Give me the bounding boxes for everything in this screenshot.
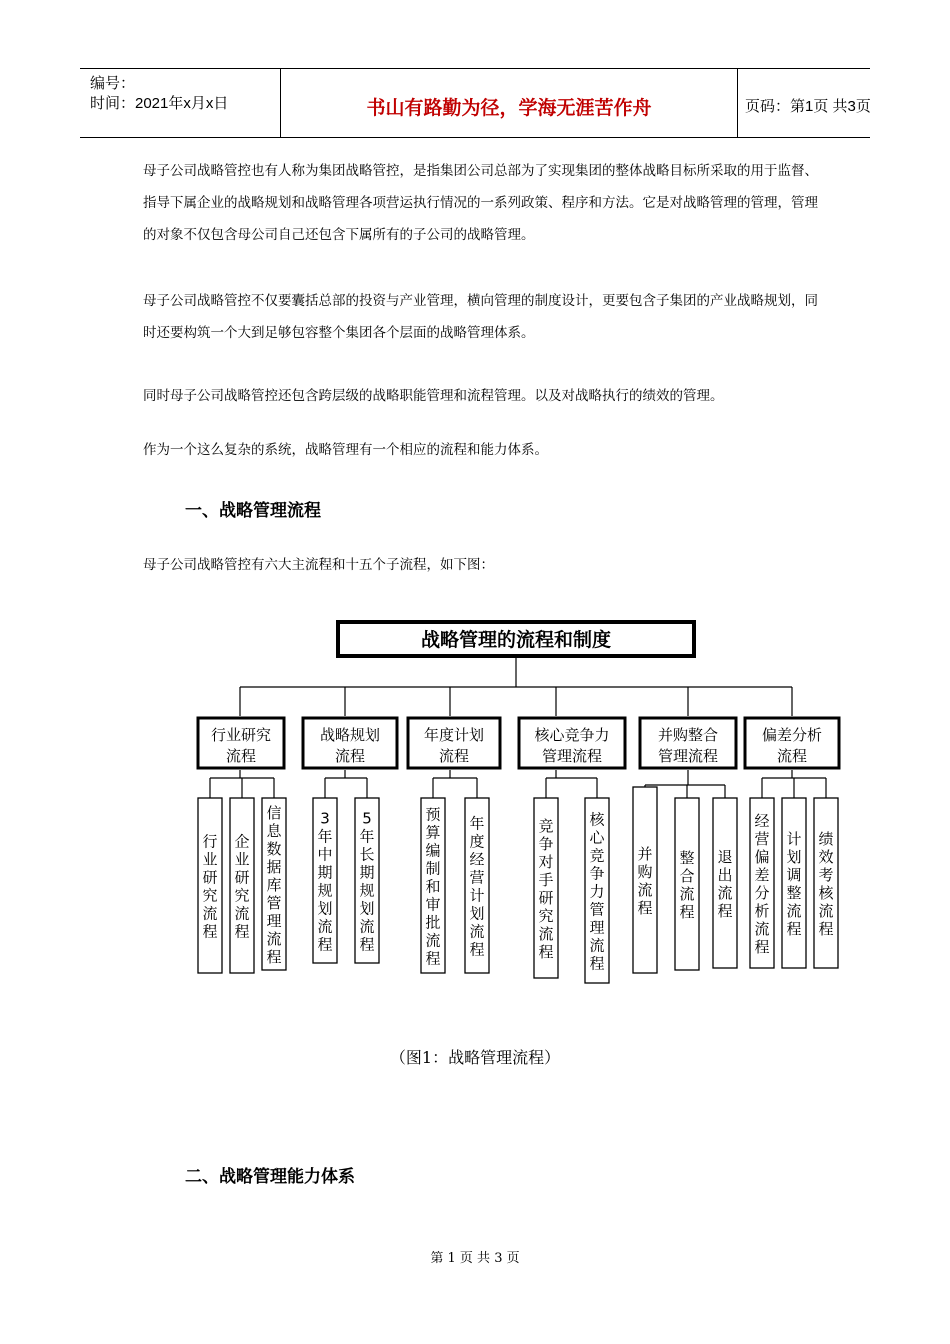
sub-process-label: 竞争对手研究流程 [538,816,554,961]
process-group-label: 流程 [334,747,366,765]
process-diagram [180,612,860,987]
sub-process-label: 5 年长期规划流程 [359,809,375,954]
process-group-label: 偏差分析 [761,726,823,744]
sub-process-label: 信息数据库管理流程 [266,803,282,966]
process-group-label: 年度计划 [423,726,485,744]
date-label: 时间：2021年x月x日 [90,95,229,112]
sub-process-label: 企业研究流程 [234,832,250,941]
page-code: 页码：第1页 共3页 [745,98,871,115]
motto: 书山有路勤为径，学海无涯苦作舟 [366,97,652,119]
process-group-label: 核心竞争力 [534,726,610,744]
process-group-label: 战略规划 [319,726,381,744]
paragraph-2: 母子公司战略管控不仅要囊括总部的投资与产业管理，横向管理的制度设计，更要包含子集团的产业战略规划，同时还要构筑一个大到足够包容整个集团各个层面的战略管理体系。 [143,293,818,341]
header-left-cell [80,69,280,137]
figure-caption: （图1：战略管理流程） [389,1048,561,1067]
sub-process-label: 经营偏差分析流程 [754,811,770,956]
paragraph-4: 作为一个这么复杂的系统，战略管理有一个相应的流程和能力体系。 [143,442,548,458]
sub-process-label: 年度经营计划流程 [469,814,485,959]
section-1-intro: 母子公司战略管控有六大主流程和十五个子流程，如下图： [143,557,494,573]
sub-process-label: 绩效考核流程 [818,829,834,938]
process-group-label: 管理流程 [657,747,719,765]
process-group-label: 行业研究 [210,726,272,744]
process-group-label: 流程 [438,747,470,765]
sub-process-label: 核心竞争力管理流程 [589,810,605,973]
header-table [80,68,870,138]
sub-process-label: 退出流程 [717,847,733,920]
section-2-heading: 二、战略管理能力体系 [185,1167,355,1187]
process-group-label: 管理流程 [541,747,603,765]
process-group-label: 流程 [225,747,257,765]
sub-process-label: 预算编制和审批流程 [425,805,441,968]
sub-process-label: 3 年中期规划流程 [317,809,333,954]
code-label: 编号： [90,75,136,92]
page-footer: 第 1 页 共 3 页 [430,1251,520,1266]
section-1-heading: 一、战略管理流程 [185,501,321,521]
paragraph-1: 母子公司战略管控也有人称为集团战略管控，是指集团公司总部为了实现集团的整体战略目标所采取的用于监督、指导下属企业的战略规划和战略管理各项营运执行情况的一系列政策、程序和方法。它是对战略管理的管理，管理的对象不仅包含母公司自己还包含下属所有的子公司的战略管理。 [143,163,818,243]
process-group-label: 流程 [776,747,808,765]
paragraph-3: 同时母子公司战略管控还包含跨层级的战略职能管理和流程管理。以及对战略执行的绩效的管理。 [143,388,724,404]
header-right-cell [737,69,870,137]
sub-process-label: 计划调整流程 [786,829,802,938]
sub-process-label: 并购流程 [637,844,653,917]
diagram-title: 战略管理的流程和制度 [420,629,612,651]
sub-process-label: 整合流程 [679,848,695,921]
process-group-label: 并购整合 [657,726,719,744]
header-motto-cell [280,69,738,137]
sub-process-label: 行业研究流程 [202,832,218,941]
